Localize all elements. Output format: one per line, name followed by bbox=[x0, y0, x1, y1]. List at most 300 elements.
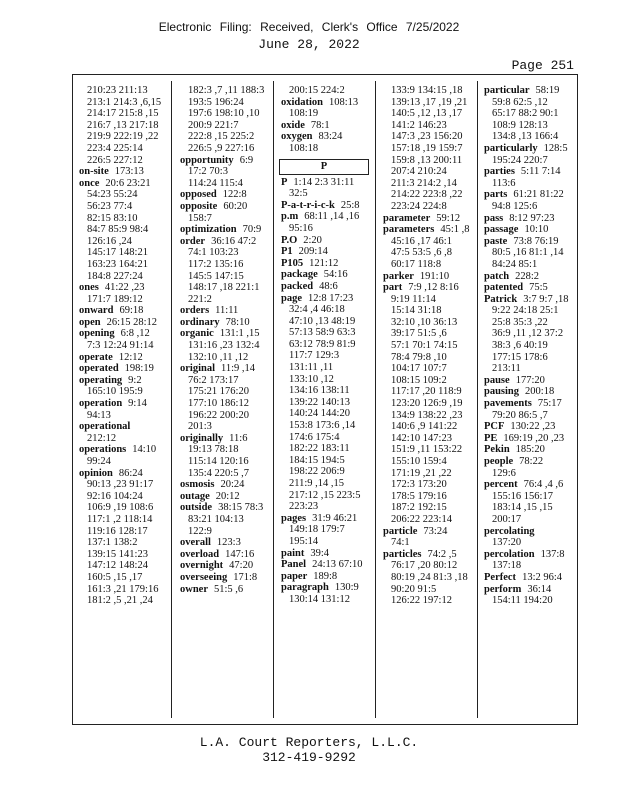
index-refs-continued: 74:1 103:23 bbox=[188, 247, 239, 259]
index-refs-continued: 80:5 ,16 81:1 ,14 bbox=[492, 247, 564, 259]
index-refs-continued: 184:15 194:5 bbox=[289, 454, 345, 466]
index-entry bbox=[281, 293, 371, 305]
index-entry bbox=[383, 271, 473, 283]
index-refs-continued: 131:11 ,11 bbox=[289, 362, 334, 374]
index-entry bbox=[484, 85, 576, 97]
index-refs-continued: 9:22 24:18 25:1 bbox=[492, 305, 559, 317]
index-term: open bbox=[79, 316, 101, 328]
index-term: ones bbox=[79, 282, 99, 294]
index-refs-continued: 59:8 62:5 ,12 bbox=[492, 96, 548, 108]
index-entry bbox=[383, 213, 473, 225]
index-entry bbox=[281, 571, 371, 583]
index-entry bbox=[484, 549, 576, 561]
index-refs-continued: 84:7 85:9 98:4 bbox=[87, 224, 149, 236]
index-refs-continued: 32:4 ,4 46:18 bbox=[289, 304, 345, 316]
index-term: paint bbox=[281, 547, 305, 559]
index-entry bbox=[79, 468, 167, 480]
index-refs-continued: 133:10 ,12 bbox=[289, 373, 334, 385]
index-refs: 185:20 bbox=[515, 444, 545, 456]
index-entry bbox=[281, 200, 371, 212]
index-term: percolation bbox=[484, 548, 535, 560]
index-refs: 147:16 bbox=[225, 548, 255, 560]
index-refs: 75:17 bbox=[537, 398, 562, 410]
column-divider bbox=[375, 81, 376, 718]
index-refs: 137:8 bbox=[540, 548, 565, 560]
reporter-phone: 312-419-9292 bbox=[262, 750, 356, 765]
index-term: pages bbox=[281, 512, 307, 524]
index-refs: 191:10 bbox=[419, 270, 450, 282]
index-refs-continued: 137:1 138:2 bbox=[87, 537, 138, 549]
index-refs: 45:1 ,8 bbox=[440, 224, 470, 236]
index-refs-continued: 200:17 bbox=[492, 513, 522, 525]
index-refs: 78:10 bbox=[225, 316, 250, 328]
index-term: PE bbox=[484, 432, 498, 444]
index-refs: 108:13 bbox=[329, 96, 359, 108]
index-term: parts bbox=[484, 189, 508, 201]
index-entry bbox=[484, 236, 576, 248]
index-refs-continued: 197:6 198:10 ,10 bbox=[188, 108, 260, 120]
index-term: particle bbox=[383, 525, 418, 537]
index-term: optimization bbox=[180, 224, 237, 236]
index-entry bbox=[79, 317, 167, 329]
index-term: overall bbox=[180, 537, 211, 549]
index-entry bbox=[484, 282, 576, 294]
index-entry bbox=[180, 549, 270, 561]
index-entry bbox=[79, 363, 167, 375]
index-entry bbox=[484, 294, 576, 306]
index-refs: 228:2 bbox=[515, 270, 540, 282]
index-refs: 76:4 ,4 ,6 bbox=[523, 479, 564, 491]
index-entry bbox=[281, 120, 371, 132]
index-refs: 20:6 23:21 bbox=[105, 177, 151, 189]
index-refs-continued: 47:10 ,13 48:19 bbox=[289, 315, 356, 327]
index-refs: 121:12 bbox=[309, 257, 339, 269]
index-entry bbox=[180, 224, 270, 236]
index-entry bbox=[79, 398, 167, 410]
index-refs-continued: 182:3 ,7 ,11 188:3 bbox=[188, 85, 265, 96]
index-term: Pekin bbox=[484, 444, 510, 456]
index-refs-continued: 39:17 51:5 ,6 bbox=[391, 328, 447, 340]
index-entry bbox=[484, 479, 576, 491]
index-refs: 200:18 bbox=[525, 386, 555, 398]
index-refs: 20:12 bbox=[215, 490, 240, 502]
index-entry bbox=[383, 526, 473, 538]
index-entry bbox=[180, 572, 270, 584]
deposition-date: June 28, 2022 bbox=[258, 37, 360, 52]
index-refs-continued: 139:15 141:23 bbox=[87, 548, 148, 560]
reporter-name: L.A. Court Reporters, L.L.C. bbox=[199, 735, 419, 750]
index-refs-continued: 92:16 104:24 bbox=[87, 490, 143, 502]
index-refs: 14:10 bbox=[132, 444, 157, 456]
index-refs-continued: 104:17 107:7 bbox=[391, 363, 447, 375]
index-term: opening bbox=[79, 328, 115, 340]
index-refs-continued: 217:12 ,15 223:5 bbox=[289, 489, 361, 501]
index-column-3 bbox=[281, 85, 371, 606]
index-refs-continued: 126:22 197:12 bbox=[391, 595, 452, 607]
index-refs-continued: 9:19 11:14 bbox=[391, 293, 436, 305]
index-refs: 25:8 bbox=[340, 199, 360, 211]
index-refs: 69:18 bbox=[119, 305, 144, 317]
index-refs-continued: 134:9 138:22 ,23 bbox=[391, 409, 463, 421]
index-entry bbox=[484, 456, 576, 468]
index-refs-continued: 174:6 175:4 bbox=[289, 431, 340, 443]
index-refs: 48:6 bbox=[319, 280, 338, 292]
index-refs: 8:12 97:23 bbox=[509, 212, 555, 224]
index-entry bbox=[79, 178, 167, 190]
index-refs: 1:14 2:3 31:11 bbox=[293, 176, 355, 188]
index-refs-continued: 38:3 ,6 40:19 bbox=[492, 340, 548, 352]
index-term: PCF bbox=[484, 421, 505, 433]
index-term: particularly bbox=[484, 142, 538, 154]
index-refs-continued: 147:12 148:24 bbox=[87, 560, 148, 572]
index-term: outside bbox=[180, 502, 213, 514]
index-refs: 12:12 bbox=[118, 351, 143, 363]
index-entry bbox=[484, 526, 576, 538]
index-term: pass bbox=[484, 212, 504, 224]
index-entry bbox=[281, 211, 371, 223]
index-term: once bbox=[79, 177, 100, 189]
index-refs-continued: 94:8 125:6 bbox=[492, 200, 538, 212]
index-refs-continued: 223:24 224:8 bbox=[391, 200, 447, 212]
index-refs-continued: 140:24 144:20 bbox=[289, 408, 350, 420]
index-refs-continued: 177:10 186:12 bbox=[188, 398, 249, 410]
index-entry bbox=[484, 213, 576, 225]
index-refs: 3:7 9:7 ,18 bbox=[523, 293, 569, 305]
index-entry bbox=[281, 513, 371, 525]
index-entry bbox=[180, 479, 270, 491]
index-term: parameters bbox=[383, 224, 435, 236]
index-refs-continued: 172:3 173:20 bbox=[391, 479, 447, 491]
index-refs-continued: 145:5 147:15 bbox=[188, 270, 244, 282]
index-term: opposite bbox=[180, 200, 218, 212]
index-refs: 73:8 76:19 bbox=[513, 235, 559, 247]
index-refs-continued: 207:4 210:24 bbox=[391, 166, 447, 178]
index-entry bbox=[281, 548, 371, 560]
index-refs-continued: 80:19 ,24 81:3 ,18 bbox=[391, 571, 468, 583]
index-refs: 78:22 bbox=[519, 456, 544, 467]
index-refs: 54:16 bbox=[323, 269, 348, 281]
index-term: overload bbox=[180, 548, 220, 560]
index-refs: 130:22 ,23 bbox=[510, 421, 556, 433]
index-refs-continued: 117:2 135:16 bbox=[188, 258, 244, 270]
index-term: P-a-t-r-i-c-k bbox=[281, 199, 335, 211]
index-column-2 bbox=[180, 85, 270, 595]
index-refs: 86:24 bbox=[118, 467, 143, 479]
index-term: overseeing bbox=[180, 571, 228, 583]
index-refs-continued: 57:1 70:1 74:15 bbox=[391, 340, 458, 352]
index-refs: 189:8 bbox=[313, 570, 338, 582]
index-term: parameter bbox=[383, 212, 431, 224]
index-refs-continued: 134:16 138:11 bbox=[289, 385, 350, 397]
index-term: packed bbox=[281, 280, 314, 292]
index-term: parties bbox=[484, 166, 515, 178]
index-refs-continued: 149:18 179:7 bbox=[289, 524, 345, 536]
index-refs-continued: 154:11 194:20 bbox=[492, 595, 553, 607]
index-refs-continued: 32:10 ,10 36:13 bbox=[391, 316, 458, 328]
index-entry bbox=[484, 224, 576, 236]
index-refs: 198:19 bbox=[124, 363, 154, 375]
index-term: p.m bbox=[281, 211, 299, 223]
index-refs-continued: 76:2 173:17 bbox=[188, 374, 239, 386]
index-entry bbox=[79, 444, 167, 456]
index-refs: 2:20 bbox=[303, 234, 322, 246]
index-term: percolating bbox=[484, 525, 535, 537]
index-refs-continued: 195:24 220:7 bbox=[492, 154, 548, 166]
index-refs-continued: 195:14 bbox=[289, 535, 319, 547]
index-entry bbox=[484, 572, 576, 584]
index-refs: 73:24 bbox=[423, 525, 448, 537]
index-refs-continued: 201:3 bbox=[188, 421, 212, 433]
index-refs: 26:15 28:12 bbox=[106, 316, 158, 328]
index-refs: 131:1 ,15 bbox=[219, 328, 260, 340]
index-refs-continued: 117:1 ,2 118:14 bbox=[87, 513, 153, 525]
index-term: operation bbox=[79, 398, 123, 410]
index-refs: 209:14 bbox=[298, 246, 328, 258]
index-column-1 bbox=[79, 85, 167, 607]
index-entry bbox=[484, 143, 576, 155]
index-entry bbox=[79, 328, 167, 340]
index-refs-continued: 211:9 ,14 ,15 bbox=[289, 478, 345, 489]
index-refs-continued: 226:5 227:12 bbox=[87, 154, 143, 166]
index-refs-continued: 25:8 35:3 ,22 bbox=[492, 316, 548, 328]
index-refs-continued: 183:14 ,15 ,15 bbox=[492, 502, 553, 514]
index-entry bbox=[484, 421, 576, 433]
index-refs-continued: 216:7 ,13 217:18 bbox=[87, 119, 159, 131]
index-refs-continued: 178:5 179:16 bbox=[391, 490, 447, 502]
index-refs-continued: 140:5 ,12 ,13 ,17 bbox=[391, 108, 463, 120]
index-term: percent bbox=[484, 479, 518, 491]
index-refs: 7:9 ,12 8:16 bbox=[408, 282, 459, 294]
index-entry bbox=[383, 549, 473, 561]
index-term: oxidation bbox=[281, 96, 324, 108]
index-refs-continued: 65:17 88:2 90:1 bbox=[492, 108, 559, 120]
index-refs-continued: 182:22 183:11 bbox=[289, 443, 350, 455]
index-refs-continued: 198:22 206:9 bbox=[289, 466, 345, 478]
index-refs-continued: 95:16 bbox=[289, 222, 313, 234]
index-entry bbox=[79, 421, 167, 433]
index-refs: 60:20 bbox=[223, 200, 248, 212]
index-refs-continued: 158:7 bbox=[188, 212, 212, 224]
index-term: pause bbox=[484, 374, 510, 386]
index-term: patented bbox=[484, 282, 524, 294]
index-term: patch bbox=[484, 270, 510, 282]
index-term: people bbox=[484, 456, 514, 467]
index-entry bbox=[180, 502, 270, 514]
index-refs: 128:5 bbox=[543, 142, 568, 154]
index-term: original bbox=[180, 363, 216, 375]
index-refs: 11:6 bbox=[229, 432, 248, 444]
index-term: outage bbox=[180, 490, 210, 502]
index-term: parker bbox=[383, 270, 414, 282]
index-refs: 10:10 bbox=[524, 224, 549, 236]
index-term: perform bbox=[484, 583, 522, 595]
index-entry bbox=[180, 363, 270, 375]
index-term: paper bbox=[281, 570, 308, 582]
index-refs-continued: 90:13 ,23 91:17 bbox=[87, 479, 154, 491]
index-refs-continued: 63:12 78:9 81:9 bbox=[289, 338, 356, 350]
filing-stamp: Electronic Filing: Received, Clerk's Office 7/25/2022 bbox=[158, 20, 460, 34]
index-refs: 47:20 bbox=[229, 560, 254, 572]
index-refs: 169:19 ,20 ,23 bbox=[503, 432, 565, 444]
index-refs-continued: 187:2 192:15 bbox=[391, 502, 447, 514]
index-term: P bbox=[281, 176, 288, 188]
index-refs-continued: 114:24 115:4 bbox=[188, 177, 243, 189]
index-refs: 9:14 bbox=[128, 398, 147, 410]
index-entry bbox=[383, 282, 473, 294]
index-term: organic bbox=[180, 328, 214, 340]
index-refs-continued: 117:7 129:3 bbox=[289, 350, 340, 362]
index-refs-continued: 133:9 134:15 ,18 bbox=[391, 85, 463, 96]
index-term: opposed bbox=[180, 189, 217, 201]
index-entry bbox=[484, 166, 576, 178]
index-refs: 59:12 bbox=[436, 212, 461, 224]
index-term: paste bbox=[484, 235, 508, 247]
index-term: operational bbox=[79, 421, 131, 433]
index-refs: 83:24 bbox=[318, 131, 343, 143]
index-refs-continued: 79:20 86:5 ,7 bbox=[492, 409, 548, 421]
index-refs-continued: 7:3 12:24 91:14 bbox=[87, 340, 154, 352]
index-refs: 122:8 bbox=[222, 189, 247, 201]
index-refs: 130:9 bbox=[334, 582, 359, 594]
index-refs-continued: 108:18 bbox=[289, 142, 319, 154]
index-entry bbox=[484, 584, 576, 596]
index-term: package bbox=[281, 269, 318, 281]
index-term: P1 bbox=[281, 246, 293, 258]
index-column-4 bbox=[383, 85, 473, 607]
index-refs-continued: 131:16 ,23 132:4 bbox=[188, 340, 260, 352]
section-letter: P bbox=[279, 159, 369, 175]
index-refs-continued: 223:23 bbox=[289, 501, 319, 513]
index-entry bbox=[79, 166, 167, 178]
index-entry bbox=[79, 352, 167, 364]
index-refs-continued: 122:9 bbox=[188, 525, 212, 537]
index-refs-continued: 106:9 ,19 108:6 bbox=[87, 502, 154, 514]
index-refs-continued: 60:17 118:8 bbox=[391, 258, 442, 270]
index-refs-continued: 132:10 ,11 ,12 bbox=[188, 351, 249, 363]
index-term: oxygen bbox=[281, 131, 313, 143]
index-refs-continued: 113:6 bbox=[492, 177, 516, 189]
index-refs-continued: 221:2 bbox=[188, 293, 212, 305]
index-refs: 36:16 47:2 bbox=[211, 235, 257, 247]
index-refs-continued: 148:17 ,18 221:1 bbox=[188, 282, 260, 294]
word-index-box bbox=[72, 74, 578, 725]
index-entry bbox=[484, 375, 576, 387]
index-refs-continued: 157:18 ,19 159:7 bbox=[391, 142, 463, 154]
index-term: onward bbox=[79, 305, 114, 317]
index-refs: 123:3 bbox=[216, 537, 241, 549]
index-entry bbox=[484, 433, 576, 445]
index-refs-continued: 193:5 196:24 bbox=[188, 96, 244, 108]
index-refs-continued: 159:8 ,13 200:11 bbox=[391, 154, 463, 166]
index-refs-continued: 213:11 bbox=[492, 363, 521, 375]
index-entry bbox=[180, 317, 270, 329]
index-entry bbox=[180, 491, 270, 503]
index-refs: 74:2 ,5 bbox=[427, 548, 457, 560]
index-refs-continued: 130:14 131:12 bbox=[289, 593, 350, 605]
index-refs-continued: 45:16 ,17 46:1 bbox=[391, 235, 452, 247]
index-refs-continued: 36:9 ,11 ,12 37:2 bbox=[492, 328, 564, 340]
index-refs-continued: 99:24 bbox=[87, 456, 111, 467]
index-refs: 9:2 bbox=[128, 374, 142, 386]
index-refs-continued: 200:15 224:2 bbox=[289, 85, 345, 96]
index-refs-continued: 139:13 ,17 ,19 ,21 bbox=[391, 96, 468, 108]
index-entry bbox=[180, 433, 270, 445]
column-divider bbox=[171, 81, 172, 718]
index-refs: 6:9 bbox=[239, 154, 254, 166]
index-refs-continued: 214:22 223:8 ,22 bbox=[391, 189, 463, 201]
index-refs: 171:8 bbox=[233, 571, 258, 583]
index-term: oxide bbox=[281, 119, 305, 131]
index-term: P105 bbox=[281, 257, 304, 269]
index-column-5 bbox=[484, 85, 576, 607]
index-entry bbox=[180, 236, 270, 248]
index-refs-continued: 184:8 227:24 bbox=[87, 270, 143, 282]
index-term: operate bbox=[79, 351, 113, 363]
index-term: operated bbox=[79, 363, 119, 375]
index-term: Patrick bbox=[484, 293, 518, 305]
index-refs-continued: 19:13 78:18 bbox=[188, 444, 239, 456]
index-refs-continued: 213:1 214:3 ,6,15 bbox=[87, 96, 162, 108]
index-entry bbox=[281, 177, 371, 189]
index-term: orders bbox=[180, 305, 210, 317]
index-refs-continued: 214:17 215:8 ,15 bbox=[87, 108, 159, 120]
index-refs-continued: 137:20 bbox=[492, 537, 522, 549]
index-refs-continued: 82:15 83:10 bbox=[87, 212, 138, 224]
index-refs-continued: 155:10 159:4 bbox=[391, 456, 447, 467]
index-refs-continued: 210:23 211:13 bbox=[87, 85, 148, 96]
index-refs-continued: 206:22 223:14 bbox=[391, 513, 452, 525]
index-entry bbox=[281, 97, 371, 109]
index-term: operating bbox=[79, 374, 123, 386]
index-entry bbox=[180, 560, 270, 572]
index-refs: 61:21 81:22 bbox=[513, 189, 564, 201]
index-refs-continued: 160:5 ,15 ,17 bbox=[87, 571, 143, 583]
index-refs-continued: 165:10 195:9 bbox=[87, 386, 143, 398]
index-refs-continued: 147:3 ,23 156:20 bbox=[391, 131, 463, 143]
index-term: opportunity bbox=[180, 154, 234, 166]
index-refs-continued: 78:4 79:8 ,10 bbox=[391, 351, 447, 363]
index-term: owner bbox=[180, 583, 208, 595]
index-refs-continued: 84:24 85:1 bbox=[492, 258, 538, 270]
index-entry bbox=[281, 235, 371, 247]
index-entry bbox=[281, 258, 371, 270]
index-refs-continued: 222:8 ,15 225:2 bbox=[188, 131, 255, 143]
index-refs-continued: 163:23 164:21 bbox=[87, 258, 148, 270]
index-entry bbox=[383, 224, 473, 236]
index-term: P.O bbox=[281, 234, 298, 246]
index-refs: 177:20 bbox=[515, 374, 545, 386]
column-divider bbox=[273, 81, 274, 718]
index-refs: 36:14 bbox=[527, 583, 552, 595]
index-refs-continued: 175:21 176:20 bbox=[188, 386, 249, 398]
index-refs: 78:1 bbox=[310, 119, 330, 131]
index-refs: 39:4 bbox=[310, 547, 330, 559]
index-refs-continued: 56:23 77:4 bbox=[87, 200, 133, 212]
index-entry bbox=[79, 282, 167, 294]
index-refs-continued: 32:5 bbox=[289, 188, 308, 200]
index-term: paragraph bbox=[281, 582, 329, 594]
index-refs-continued: 115:14 120:16 bbox=[188, 456, 249, 467]
index-refs-continued: 94:13 bbox=[87, 409, 111, 421]
index-refs-continued: 54:23 55:24 bbox=[87, 189, 138, 201]
index-refs-continued: 76:17 ,20 80:12 bbox=[391, 560, 458, 572]
index-refs-continued: 155:16 156:17 bbox=[492, 490, 553, 502]
index-refs-continued: 126:16 ,24 bbox=[87, 235, 132, 247]
index-refs-continued: 200:9 221:7 bbox=[188, 119, 239, 131]
index-term: overnight bbox=[180, 560, 224, 572]
index-refs-continued: 177:15 178:6 bbox=[492, 351, 548, 363]
index-refs-continued: 17:2 70:3 bbox=[188, 166, 228, 178]
